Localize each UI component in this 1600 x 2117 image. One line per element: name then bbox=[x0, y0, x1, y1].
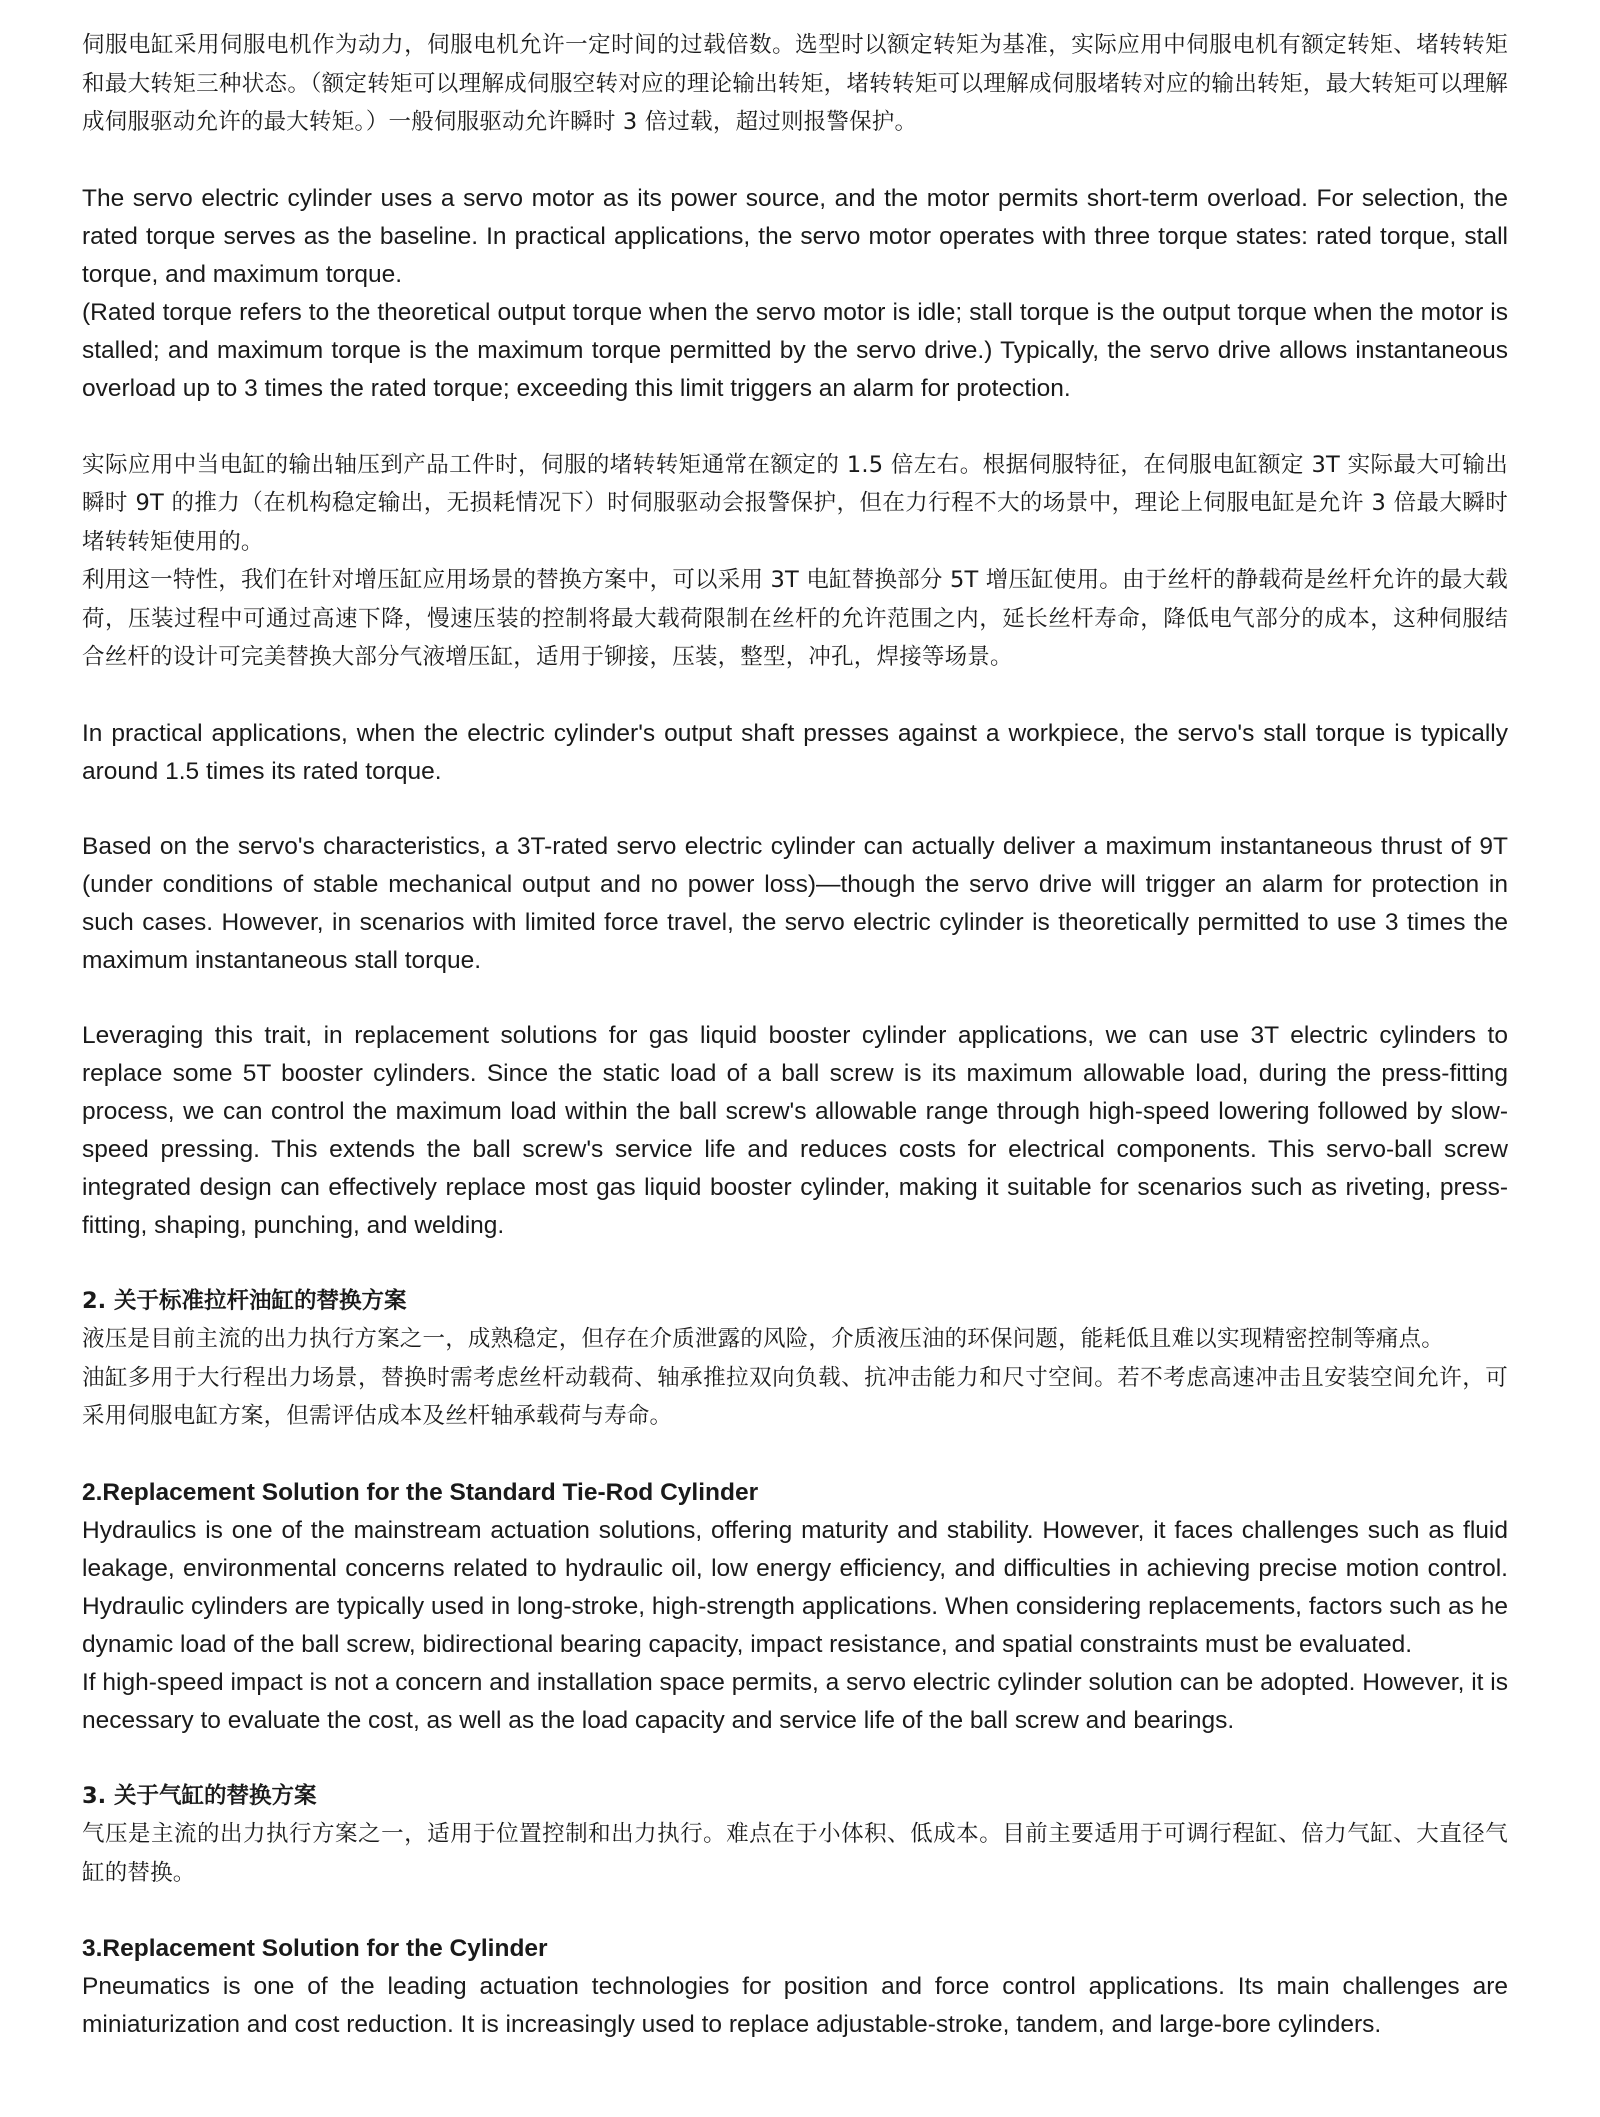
paragraph-en-servo-adoption: If high-speed impact is not a concern and installation space permits, a servo electric cylinder solution can be adopted. However, it is necessary to evaluate the cost, as well as the load capacity and service life of the ball screw and bearings. bbox=[82, 1668, 1508, 1734]
section-3-heading-en: 3.Replacement Solution for the Cylinder bbox=[82, 1935, 548, 1962]
document-body bbox=[82, 26, 1508, 2044]
paragraph-zh-servo-overload: 伺服电缸采用伺服电机作为动力，伺服电机允许一定时间的过载倍数。选型时以额定转矩为基准，实际应用中伺服电机有额定转矩、堵转转矩和最大转矩三种状态。（额定转矩可以理解成伺服空转对应的理论输出转矩，堵转转矩可以理解成伺服堵转对应的输出转矩，最大转矩可以理解成伺服驱动允许的最大转矩。）一般伺服驱动允许瞬时 3 倍过载，超过则报警保护。 bbox=[82, 32, 1508, 135]
paragraph-zh-pneumatics: 气压是主流的出力执行方案之一，适用于位置控制和出力执行。难点在于小体积、低成本。目前主要适用于可调行程缸、倍力气缸、大直径气缸的替换。 bbox=[82, 1821, 1508, 1886]
paragraph-en-servo-overload: The servo electric cylinder uses a servo motor as its power source, and the motor permits short-term overload. For selection, the rated torque serves as the baseline. In practical applications, the servo motor operates with three torque states: rated torque, stall torque, and maximum torque. bbox=[82, 184, 1508, 288]
section-3-heading-zh: 3. 关于气缸的替换方案 bbox=[82, 1782, 317, 1809]
paragraph-en-hydraulics: Hydraulics is one of the mainstream actuation solutions, offering maturity and stability. However, it faces challenges such as fluid leakage, environmental concerns related to hydraulic oil, low energy efficiency, and difficulties in achieving precise motion control. Hydraulic cylinders are typically used in long-stroke, high-strength applications. When considering replacements, factors such as he dynamic load of the ball screw, bidirectional bearing capacity, impact resistance, and spatial constraints must be evaluated. bbox=[82, 1516, 1508, 1658]
paragraph-en-booster-replacement: Leveraging this trait, in replacement solutions for gas liquid booster cylinder applications, we can use 3T electric cylinders to replace some 5T booster cylinders. Since the static load of a ball screw is its maximum allowable load, during the press-fitting process, we can control the maximum load within the ball screw's allowable range through high-speed lowering followed by slow-speed pressing. This extends the ball screw's service life and reduces costs for electrical components. This servo-ball screw integrated design can effectively replace most gas liquid booster cylinder, making it suitable for scenarios such as riveting, press-fitting, shaping, punching, and welding. bbox=[82, 1021, 1508, 1239]
paragraph-en-stall-torque: In practical applications, when the electric cylinder's output shaft presses against a workpiece, the servo's stall torque is typically around 1.5 times its rated torque. bbox=[82, 719, 1508, 785]
paragraph-en-torque-definitions: (Rated torque refers to the theoretical output torque when the servo motor is idle; stall torque is the output torque when the motor is stalled; and maximum torque is the maximum torque permitted by the servo drive.) Typically, the servo drive allows instantaneous overload up to 3 times the rated torque; exceeding this limit triggers an alarm for protection. bbox=[82, 298, 1508, 402]
paragraph-zh-stall-torque: 实际应用中当电缸的输出轴压到产品工件时，伺服的堵转转矩通常在额定的 1.5 倍左右。根据伺服特征，在伺服电缸额定 3T 实际最大可输出瞬时 9T 的推力（在机构稳定输出，无损耗情况下）时伺服驱动会报警保护，但在力行程不大的场景中，理论上伺服电缸是允许 3 倍最大瞬时堵转转矩使用的。 bbox=[82, 451, 1508, 555]
paragraph-zh-booster-replacement: 利用这一特性，我们在针对增压缸应用场景的替换方案中，可以采用 3T 电缸替换部分 5T 增压缸使用。由于丝杆的静载荷是丝杆允许的最大载荷，压装过程中可通过高速下降，慢速压装的控制将最大载荷限制在丝杆的允许范围之内，延长丝杆寿命，降低电气部分的成本，这种伺服结合丝杆的设计可完美替换大部分气液增压缸，适用于铆接，压装，整型，冲孔，焊接等场景。 bbox=[82, 567, 1508, 670]
section-2-heading-en: 2.Replacement Solution for the Standard Tie-Rod Cylinder bbox=[82, 1478, 759, 1506]
paragraph-en-servo-characteristics: Based on the servo's characteristics, a 3T-rated servo electric cylinder can actually deliver a maximum instantaneous thrust of 9T (under conditions of stable mechanical output and no power loss)—though the servo drive will trigger an alarm for protection in such cases. However, in scenarios with limited force travel, the servo electric cylinder is theoretically permitted to use 3 times the maximum instantaneous stall torque. bbox=[82, 832, 1508, 974]
section-2-heading-zh: 2. 关于标准拉杆油缸的替换方案 bbox=[82, 1287, 407, 1314]
paragraph-en-pneumatics: Pneumatics is one of the leading actuation technologies for position and force control applications. Its main challenges are miniaturization and cost reduction. It is increasingly used to replace adjustable-stroke, tandem, and large-bore cylinders. bbox=[82, 1973, 1508, 2038]
paragraph-zh-hydraulics: 液压是目前主流的出力执行方案之一，成熟稳定，但存在介质泄露的风险，介质液压油的环保问题，能耗低且难以实现精密控制等痛点。 bbox=[82, 1326, 1445, 1352]
paragraph-zh-oil-cylinder: 油缸多用于大行程出力场景，替换时需考虑丝杆动载荷、轴承推拉双向负载、抗冲击能力和尺寸空间。若不考虑高速冲击且安装空间允许，可采用伺服电缸方案，但需评估成本及丝杆轴承载荷与寿命。 bbox=[82, 1364, 1508, 1429]
